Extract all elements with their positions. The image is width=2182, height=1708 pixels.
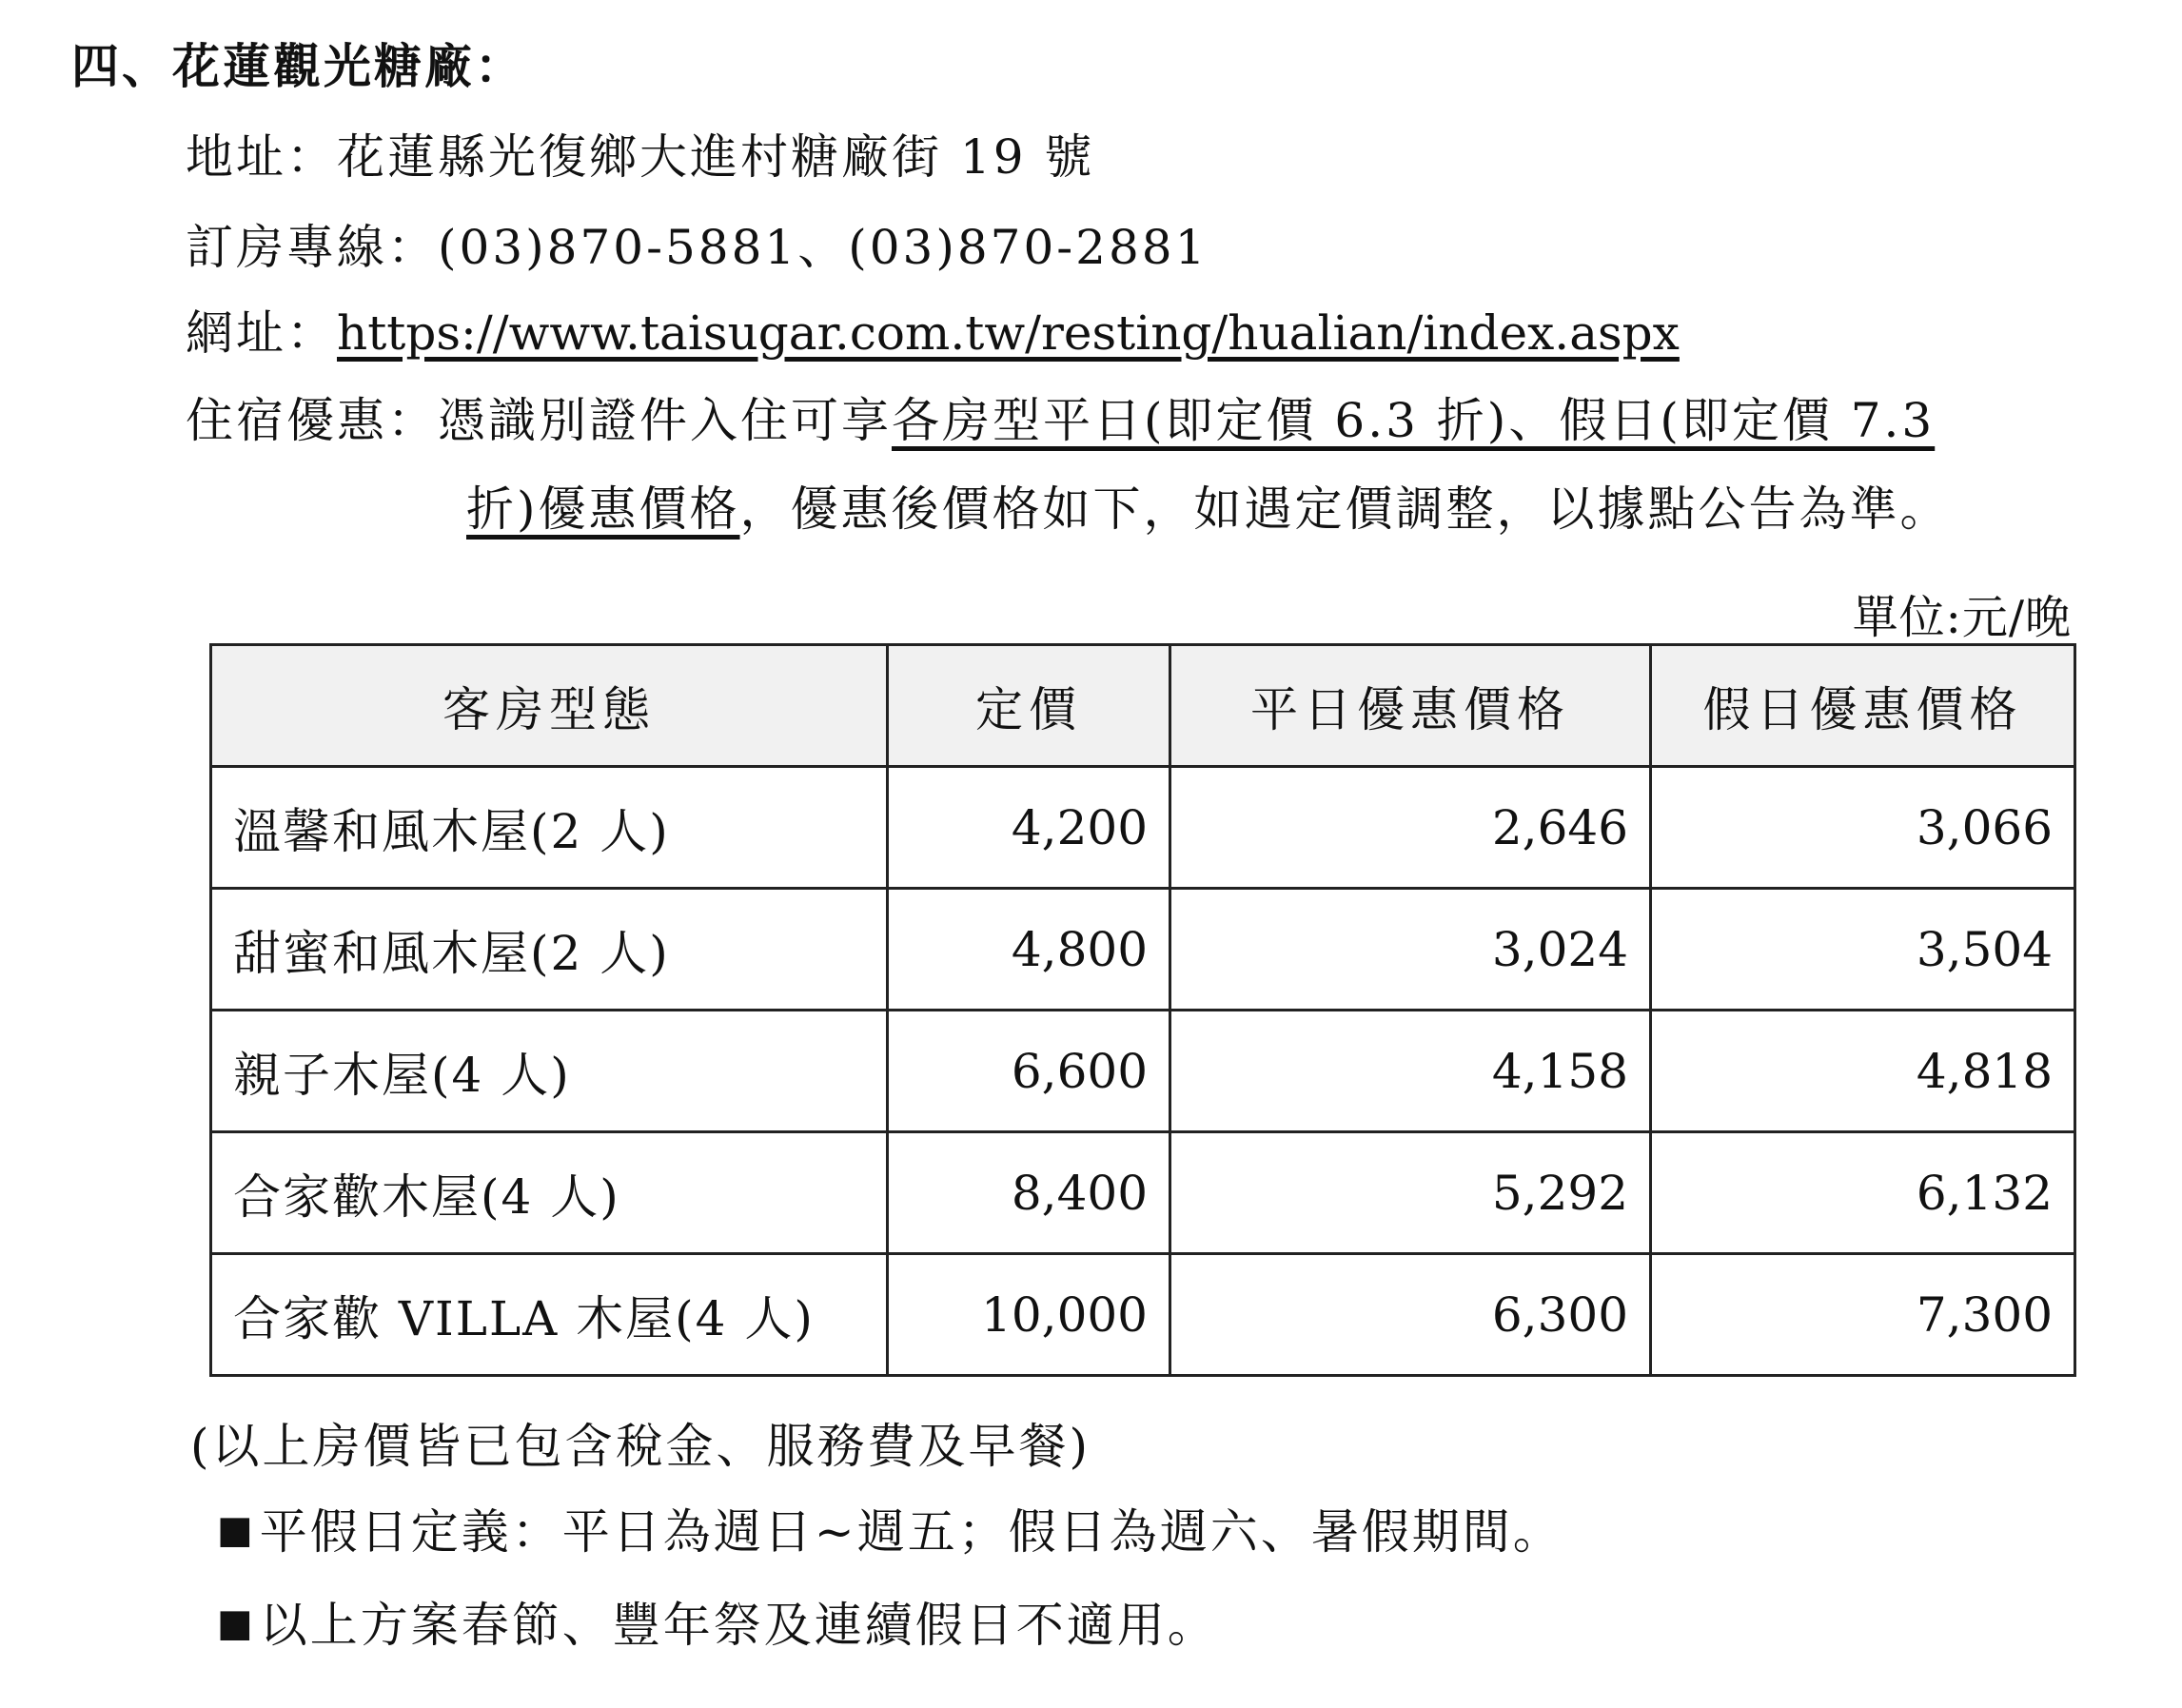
header-list-price: 定價 (888, 645, 1170, 767)
header-holiday-price: 假日優惠價格 (1651, 645, 2075, 767)
discount-suffix: ，優惠後價格如下，如遇定價調整，以據點公告為準。 (739, 481, 1951, 537)
square-bullet-icon: ■ (217, 1601, 256, 1645)
discount-prefix: 憑識別證件入住可享 (438, 393, 892, 448)
room-name: 溫馨和風木屋(2 人) (211, 767, 888, 889)
price-note: (以上房價皆已包含稅金、服務費及早餐) (190, 1419, 1091, 1474)
holiday-price: 6,132 (1651, 1132, 2075, 1254)
discount-line-2 (466, 471, 1951, 540)
holiday-price: 4,818 (1651, 1011, 2075, 1132)
bullet-text: 平假日定義：平日為週日~週五；假日為週六、暑假期間。 (259, 1504, 1563, 1560)
table-row (211, 889, 2075, 1011)
table-header-row (211, 645, 2075, 767)
weekday-price: 4,158 (1170, 1011, 1651, 1132)
price-table (209, 643, 2076, 1377)
header-weekday-price: 平日優惠價格 (1170, 645, 1651, 767)
table-row (211, 1011, 2075, 1132)
phone-label: 訂房專線： (186, 220, 438, 275)
discount-rate-text-cont: 折)優惠價格 (466, 481, 740, 537)
weekday-price: 3,024 (1170, 889, 1651, 1011)
phone-value: (03)870-5881、(03)870-2881 (438, 220, 1209, 275)
bullet-text: 以上方案春節、豐年祭及連續假日不適用。 (259, 1598, 1218, 1653)
discount-line-1 (186, 383, 1935, 451)
weekday-price: 2,646 (1170, 767, 1651, 889)
bullet-exclusions (217, 1587, 1218, 1656)
table-row (211, 1132, 2075, 1254)
section-heading: 四、花蓮觀光糖廠： (71, 38, 525, 94)
room-name: 親子木屋(4 人) (211, 1011, 888, 1132)
holiday-price: 3,504 (1651, 889, 2075, 1011)
phone-line (186, 209, 1208, 278)
address-label: 地址： (186, 129, 337, 185)
website-label: 網址： (186, 305, 337, 361)
weekday-price: 5,292 (1170, 1132, 1651, 1254)
list-price: 4,800 (888, 889, 1170, 1011)
holiday-price: 7,300 (1651, 1254, 2075, 1376)
address-value: 花蓮縣光復鄉大進村糖廠街 19 號 (337, 129, 1095, 185)
room-name: 合家歡 VILLA 木屋(4 人) (211, 1254, 888, 1376)
address-line (186, 119, 1094, 187)
website-line (186, 295, 1680, 363)
discount-label: 住宿優惠： (186, 393, 438, 448)
room-name: 合家歡木屋(4 人) (211, 1132, 888, 1254)
list-price: 6,600 (888, 1011, 1170, 1132)
header-room-type: 客房型態 (211, 645, 888, 767)
table-row (211, 1254, 2075, 1376)
unit-label: 單位:元/晚 (1852, 591, 2072, 644)
bullet-weekday-definition (217, 1494, 1563, 1562)
list-price: 4,200 (888, 767, 1170, 889)
list-price: 8,400 (888, 1132, 1170, 1254)
room-name: 甜蜜和風木屋(2 人) (211, 889, 888, 1011)
discount-rate-text: 各房型平日(即定價 6.3 折)、假日(即定價 7.3 (892, 393, 1936, 448)
website-link[interactable]: https://www.taisugar.com.tw/resting/hualian/index.aspx (337, 305, 1680, 361)
holiday-price: 3,066 (1651, 767, 2075, 889)
weekday-price: 6,300 (1170, 1254, 1651, 1376)
square-bullet-icon: ■ (217, 1508, 256, 1552)
list-price: 10,000 (888, 1254, 1170, 1376)
table-row (211, 767, 2075, 889)
